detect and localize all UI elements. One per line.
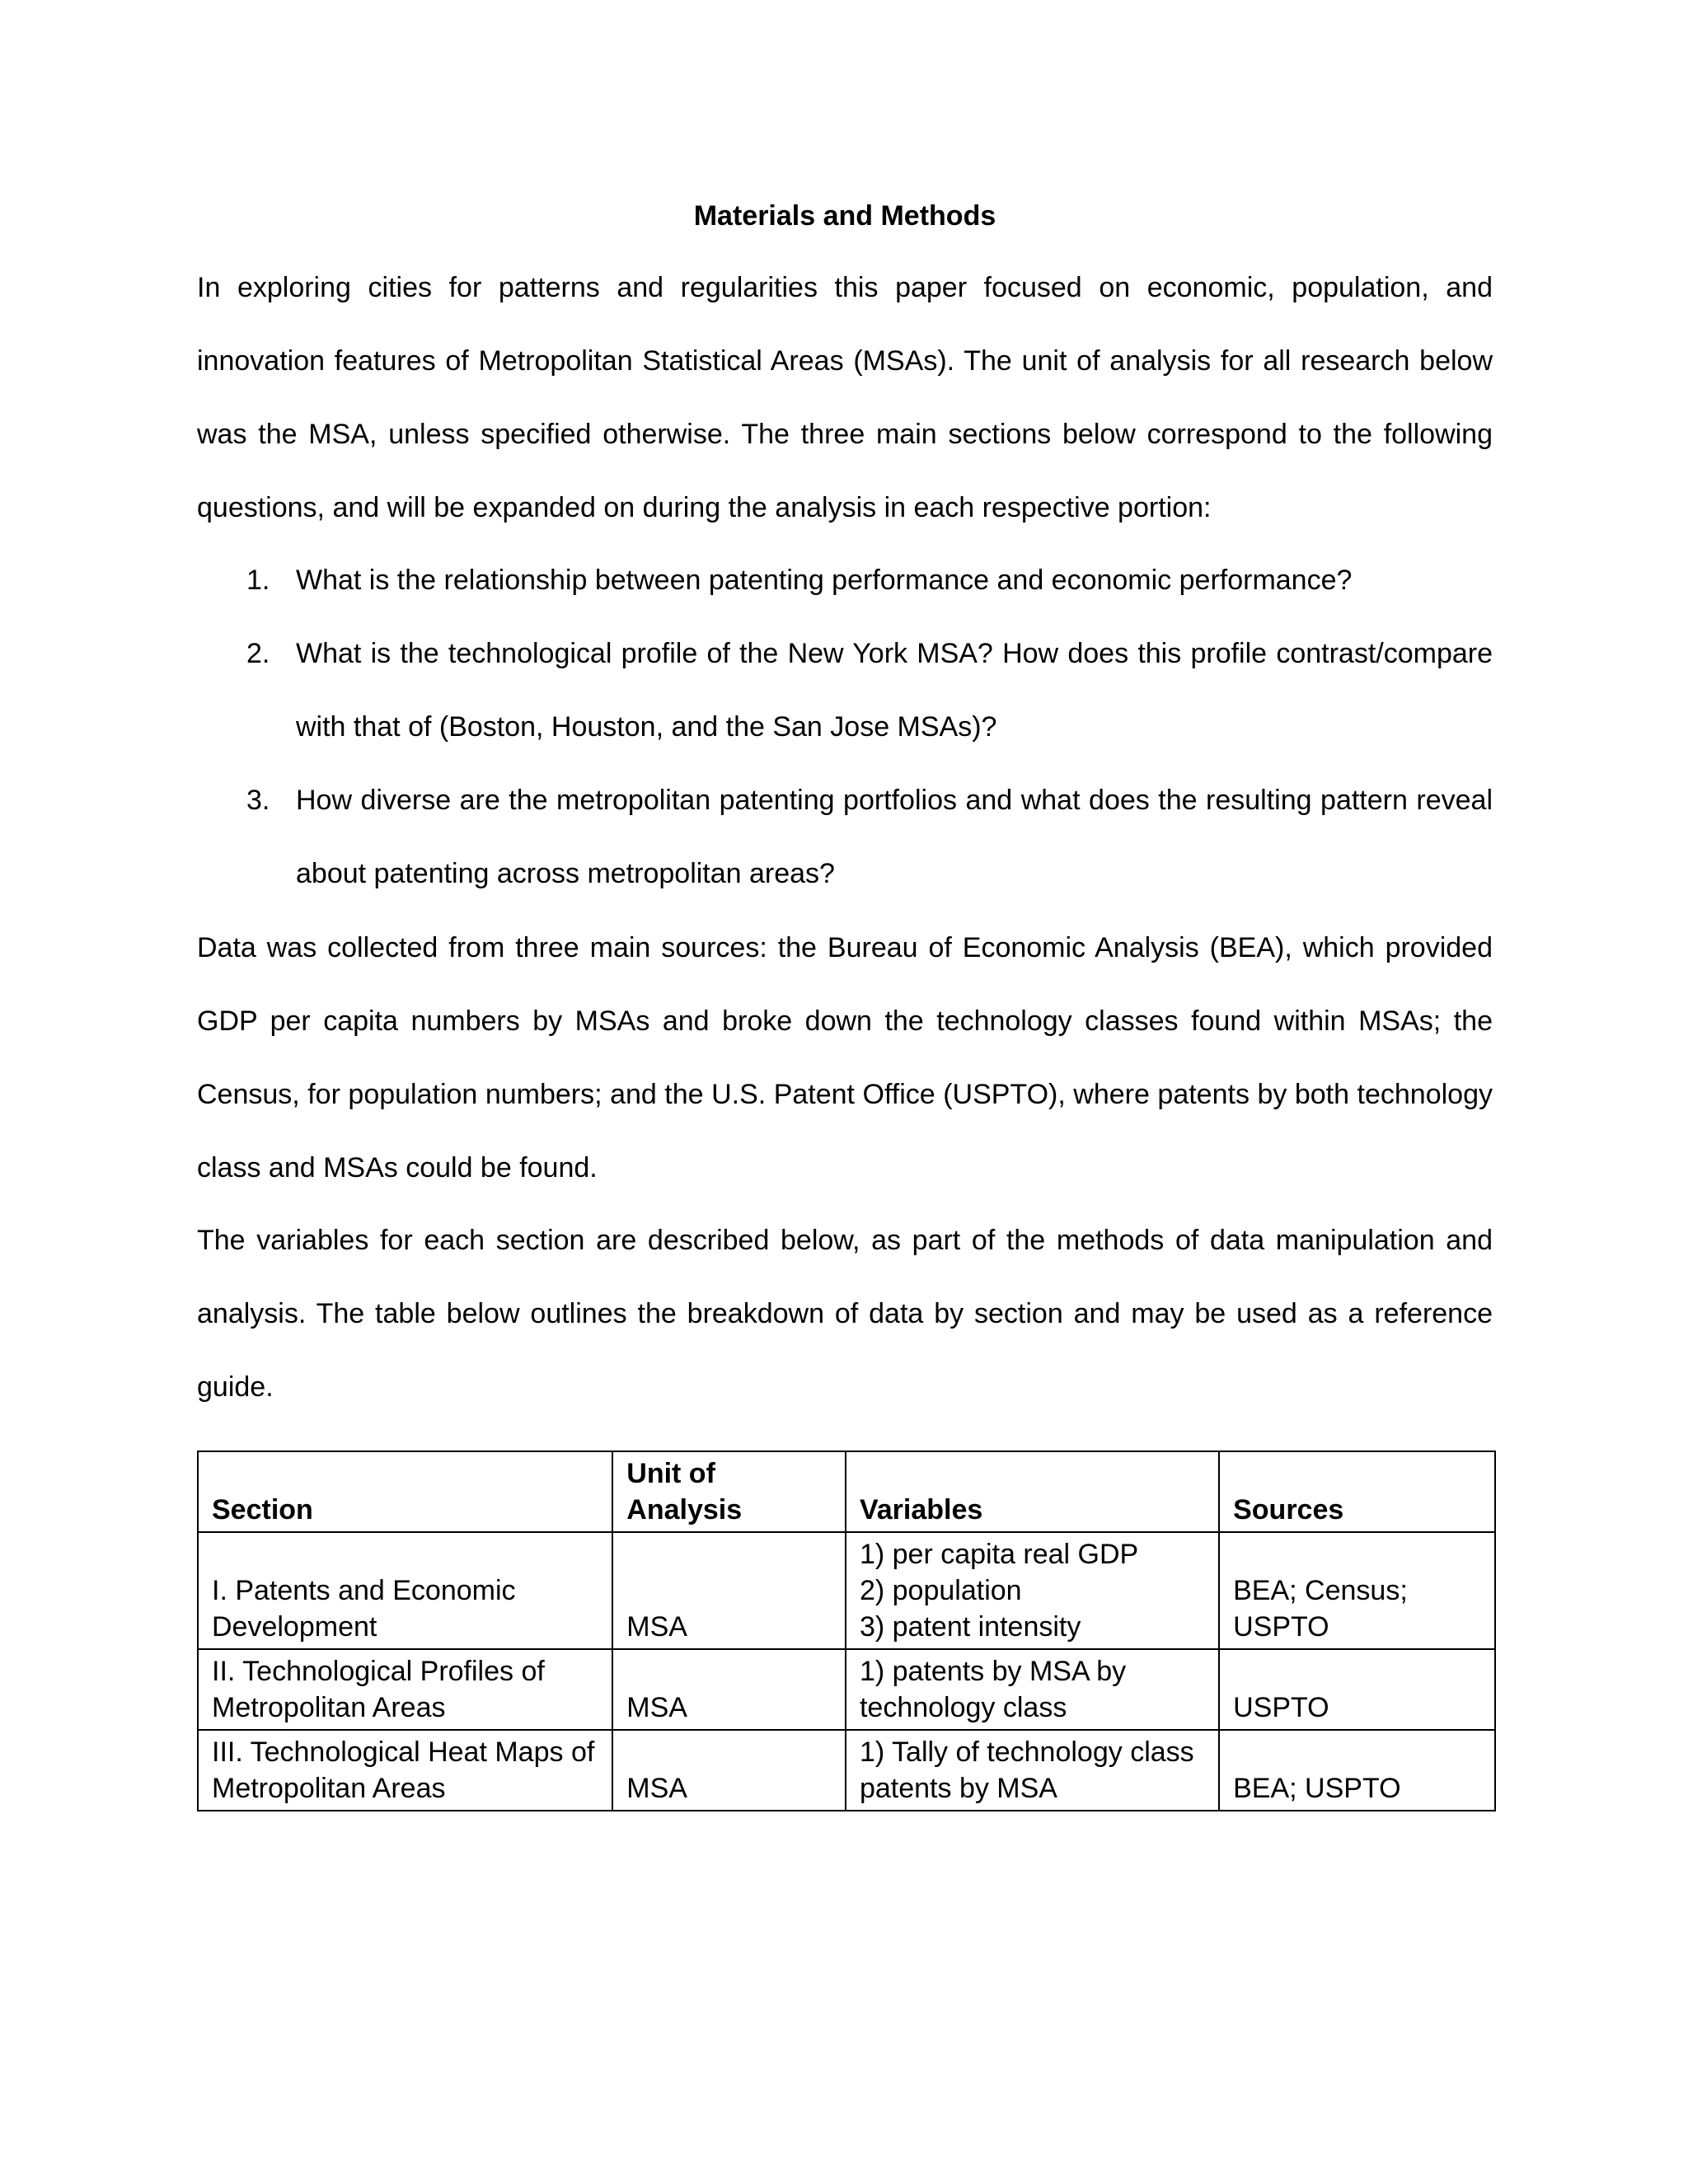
cell-line: patents by MSA (859, 1773, 1057, 1804)
intro-paragraph: In exploring cities for patterns and regularities this paper focused on economic, population, and innovation features of Metropolitan Statistical Areas (MSAs). The unit of analysis for all research below was the MSA, unless specified otherwise. The three main sections below correspond to the following questions, and will be expanded on during the analysis in each respective portion: (197, 272, 1493, 523)
cell-line: USPTO (1233, 1611, 1329, 1643)
variables-cell (846, 1532, 1219, 1649)
list-item (197, 617, 1493, 764)
list-item-text: How diverse are the metropolitan patenting portfolios and what does the resulting pattern reveal about patenting across metropolitan areas? (296, 785, 1493, 889)
section-cell (198, 1730, 612, 1811)
column-header-sources: Sources (1219, 1451, 1495, 1532)
cell-line: Metropolitan Areas (212, 1692, 446, 1723)
cell-line: USPTO (1233, 1692, 1329, 1723)
section-cell (198, 1532, 612, 1649)
questions-list (197, 544, 1493, 911)
sources-cell (1219, 1532, 1495, 1649)
cell-line: 1) Tally of technology class (859, 1736, 1194, 1768)
cell-line: II. Technological Profiles of (212, 1656, 545, 1687)
list-number: 1. (246, 565, 270, 596)
column-header-section: Section (198, 1451, 612, 1532)
table-row (198, 1730, 1495, 1811)
list-number: 3. (246, 785, 270, 816)
cell-line: 1) per capita real GDP (859, 1539, 1139, 1570)
table-header-row (198, 1451, 1495, 1532)
list-item (197, 544, 1493, 617)
unit-cell: MSA (612, 1532, 846, 1649)
variables-cell (846, 1649, 1219, 1730)
column-header-variables: Variables (846, 1451, 1219, 1532)
cell-line: BEA; USPTO (1233, 1773, 1401, 1804)
cell-line: I. Patents and Economic (212, 1575, 516, 1606)
variables-paragraph: The variables for each section are described below, as part of the methods of data manipulation and analysis. The table below outlines the breakdown of data by section and may be used as a reference guide. (197, 1225, 1493, 1403)
cell-line: 2) population (859, 1575, 1022, 1606)
cell-line: 3) patent intensity (859, 1611, 1081, 1643)
cell-line: Development (212, 1611, 377, 1643)
reference-table (197, 1451, 1496, 1811)
column-header-unit: Unit of Analysis (612, 1451, 846, 1532)
sources-cell (1219, 1730, 1495, 1811)
list-item (197, 764, 1493, 911)
cell-line: technology class (859, 1692, 1067, 1723)
sources-cell (1219, 1649, 1495, 1730)
unit-cell: MSA (612, 1649, 846, 1730)
list-item-text: What is the technological profile of the New York MSA? How does this profile contrast/compare with that of (Boston, Houston, and the San Jose MSAs)? (296, 638, 1493, 743)
data-sources-paragraph: Data was collected from three main sources: the Bureau of Economic Analysis (BEA), which provided GDP per capita numbers by MSAs and broke down the technology classes found within MSAs; the Census, for population numbers; and the U.S. Patent Office (USPTO), where patents by both technology class and MSAs could be found. (197, 932, 1493, 1183)
table-row (198, 1532, 1495, 1649)
list-number: 2. (246, 638, 270, 669)
list-item-text: What is the relationship between patenting performance and economic performance? (296, 565, 1353, 596)
cell-line: III. Technological Heat Maps of (212, 1736, 595, 1768)
section-cell (198, 1649, 612, 1730)
section-heading: Materials and Methods (693, 200, 996, 232)
cell-line: BEA; Census; (1233, 1575, 1408, 1606)
variables-cell (846, 1730, 1219, 1811)
cell-line: Metropolitan Areas (212, 1773, 446, 1804)
cell-line: 1) patents by MSA by (859, 1656, 1127, 1687)
unit-cell: MSA (612, 1730, 846, 1811)
table-row (198, 1649, 1495, 1730)
